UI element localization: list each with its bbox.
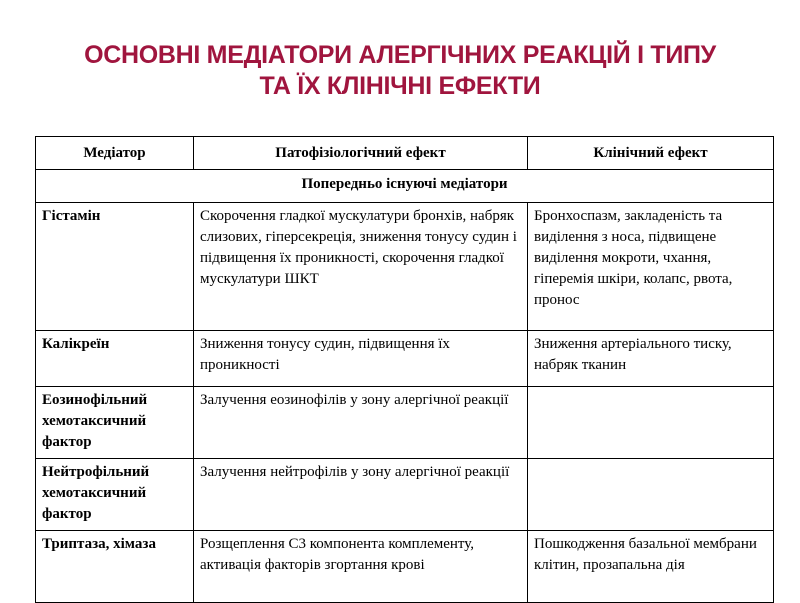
section-row [36,170,774,203]
cell-clinical-effect [528,459,774,531]
cell-mediator: Триптаза, хімаза [36,531,194,603]
cell-clinical-effect: Зниження артеріального тиску, набряк тканин [528,331,774,387]
cell-mediator: Нейтрофільний хемотаксичний фактор [36,459,194,531]
table-row [36,331,774,387]
table-row [36,531,774,603]
table-header-row [36,137,774,170]
cell-pathophysiological-effect: Залучення еозинофілів у зону алергічної реакції [194,387,528,459]
column-header-pathophysiological-effect: Патофізіологічний ефект [194,137,528,170]
column-header-mediator: Медіатор [36,137,194,170]
cell-clinical-effect [528,387,774,459]
slide-title [0,40,800,102]
mediators-table [35,136,774,603]
table-row [36,387,774,459]
cell-mediator: Еозинофільний хемотаксичний фактор [36,387,194,459]
table-row [36,203,774,331]
cell-pathophysiological-effect: Залучення нейтрофілів у зону алергічної реакції [194,459,528,531]
column-header-clinical-effect: Клінічний ефект [528,137,774,170]
title-line-2: ТА ЇХ КЛІНІЧНІ ЕФЕКТИ [259,72,541,100]
cell-pathophysiological-effect: Скорочення гладкої мускулатури бронхів, набряк слизових, гіперсекреція, зниження тонусу судин і підвищення їх проникності, скорочення гладкої мускулатури ШКТ [194,203,528,331]
cell-pathophysiological-effect: Розщеплення С3 компонента комплементу, активація факторів згортання крові [194,531,528,603]
table-row [36,459,774,531]
cell-pathophysiological-effect: Зниження тонусу судин, підвищення їх проникності [194,331,528,387]
cell-mediator: Гістамін [36,203,194,331]
cell-mediator: Калікреїн [36,331,194,387]
title-line-1: ОСНОВНІ МЕДІАТОРИ АЛЕРГІЧНИХ РЕАКЦІЙ І ТИПУ [84,41,716,69]
section-title: Попередньо існуючі медіатори [36,170,774,203]
cell-clinical-effect: Бронхоспазм, закладеність та виділення з носа, підвищене виділення мокроти, чхання, гіперемія шкіри, колапс, рвота, пронос [528,203,774,331]
cell-clinical-effect: Пошкодження базальної мембрани клітин, прозапальна дія [528,531,774,603]
